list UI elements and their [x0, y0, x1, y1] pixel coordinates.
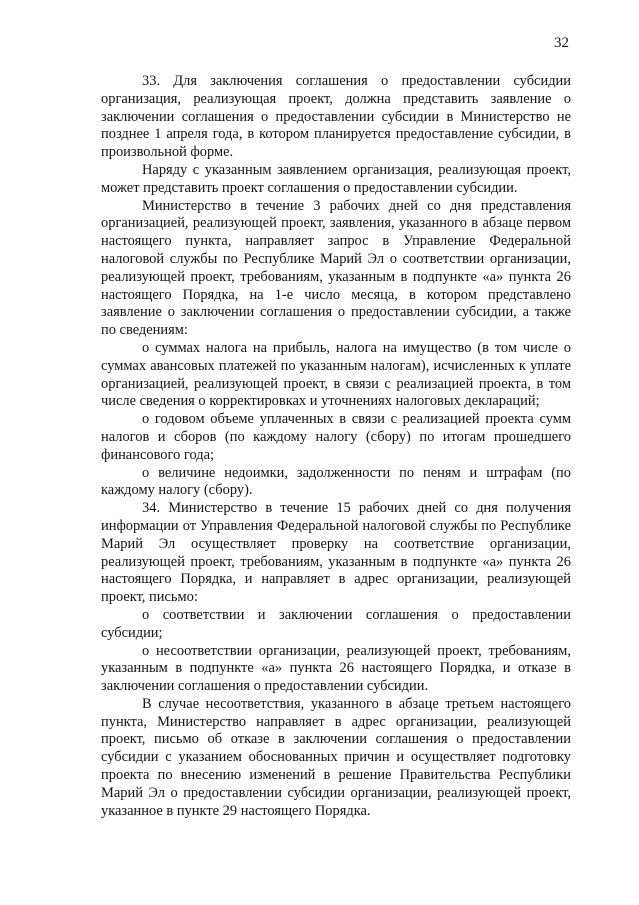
paragraph-34-verification: 34. Министерство в течение 15 рабочих дней со дня получения информации от Управления Федеральной налоговой службы по Республике Марий Эл осуществляет проверку на соответствие организации, реализующей проект, требованиям, указанным в подпункте «а» пункта 26 настоящего Порядка, и направляет в адрес организации, реализующей проект, письмо: — [101, 500, 571, 606]
paragraph-compliance: о соответствии и заключении соглашения о предоставлении субсидии; — [101, 606, 571, 641]
document-body — [101, 73, 571, 820]
paragraph-33-application: 33. Для заключения соглашения о предоставлении субсидии организация, реализующая проект, должна представить заявление о заключении соглашения о предоставлении субсидии в Министерство не позднее 1 апреля года, в котором планируется предоставление субсидии, в произвольной форме. — [101, 73, 571, 161]
paragraph-refusal: В случае несоответствия, указанного в абзаце третьем настоящего пункта, Министерство направляет в адрес организации, реализующей проект, письмо об отказе в заключении соглашения о предоставлении субсидии с указанием обоснованных причин и осуществляет подготовку проекта по внесению изменений в решение Правительства Республики Марий Эл о предоставлении субсидии организации, реализующей проект, указанное в пункте 29 настоящего Порядка. — [101, 695, 571, 819]
paragraph-annual-payments: о годовом объеме уплаченных в связи с реализацией проекта сумм налогов и сборов (по каждому налогу (сбору) по итогам прошедшего финансового года; — [101, 411, 571, 463]
paragraph-tax-amounts: о суммах налога на прибыль, налога на имущество (в том числе о суммах авансовых платежей по указанным налогам), исчисленных к уплате организацией, реализующей проект, в связи с реализацией проекта, в том числе сведения о корректировках и уточнениях налоговых деклараций; — [101, 339, 571, 410]
page-number: 32 — [554, 35, 569, 51]
paragraph-draft-agreement: Наряду с указанным заявлением организация, реализующая проект, может представить проект соглашения о предоставлении субсидии. — [101, 161, 571, 196]
paragraph-non-compliance: о несоответствии организации, реализующей проект, требованиям, указанным в подпункте «а» пункта 26 настоящего Порядка, и отказе в заключении соглашения о предоставлении субсидии. — [101, 642, 571, 695]
paragraph-arrears: о величине недоимки, задолженности по пеням и штрафам (по каждому налогу (сбору). — [101, 464, 571, 499]
paragraph-tax-request: Министерство в течение 3 рабочих дней со дня представления организацией, реализующей проект, заявления, указанного в абзаце первом настоящего пункта, направляет запрос в Управление Федеральной налоговой службы по Республике Марий Эл о соответствии организации, реализующей проект, требованиям, указанным в подпункте «а» пункта 26 настоящего Порядка, на 1-е число месяца, в котором представлено заявление о заключении соглашения о предоставлении субсидии, а также по сведениям: — [101, 197, 571, 339]
